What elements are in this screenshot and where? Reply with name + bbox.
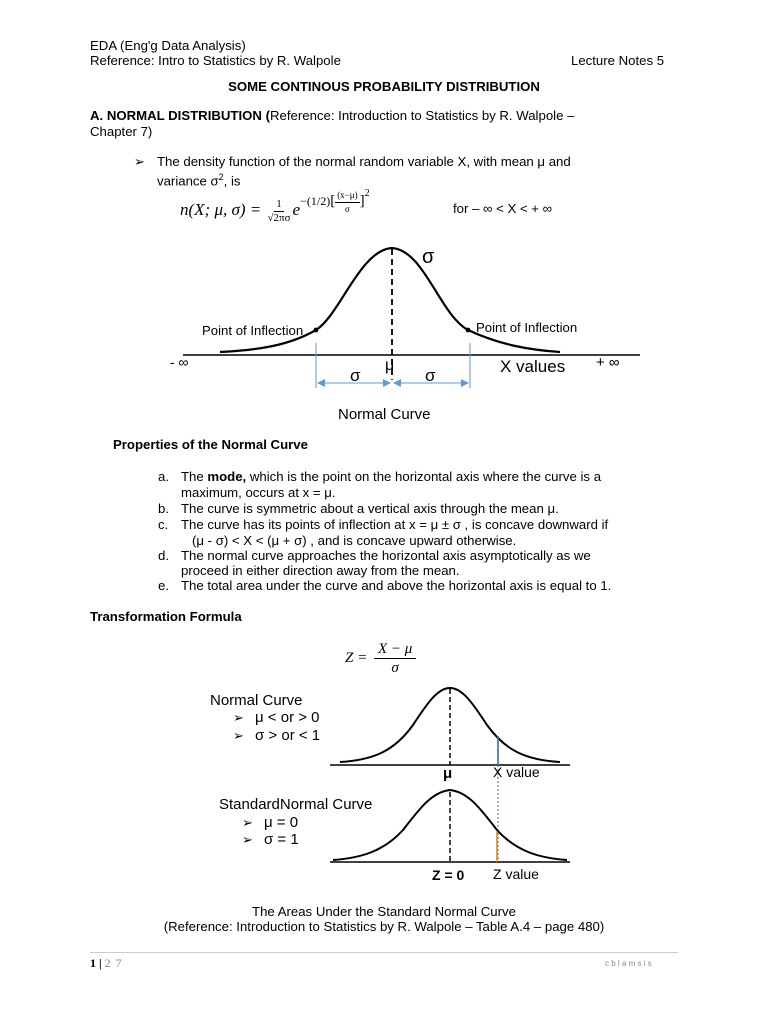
std-bullet-1: μ = 0 — [264, 814, 299, 831]
section-a-heading-bold: A. NORMAL DISTRIBUTION ( — [90, 108, 270, 123]
formula-exp-pre: −(1/2) — [300, 194, 331, 208]
property-d-text: The normal curve approaches the horizontal axis asymptotically as we — [181, 548, 591, 563]
transformation-diagram — [0, 680, 768, 890]
bullet-arrow-icon: ➢ — [134, 154, 146, 169]
header-course: EDA (Eng'g Data Analysis) — [90, 38, 246, 53]
normal-bullet-2-icon: ➢ — [233, 728, 244, 743]
normal-curve-caption: Normal Curve — [338, 406, 431, 423]
property-c-text: The curve has its points of inflection at x = μ ± σ , is concave downward if — [181, 517, 609, 532]
property-a-text — [181, 469, 701, 485]
inflection-point-left — [314, 328, 319, 333]
footer-divider — [90, 952, 678, 953]
section-a-heading-ref: Reference: Introduction to Statistics by R. Walpole – — [269, 108, 575, 123]
normal-bullet-1-icon: ➢ — [233, 710, 244, 725]
formula-exp-den: σ — [344, 203, 350, 214]
formula-e: e — [292, 200, 301, 219]
std-bullet-2-icon: ➢ — [242, 832, 253, 847]
z-formula — [345, 638, 416, 678]
page-title: SOME CONTINOUS PROBABILITY DISTRIBUTION — [228, 79, 540, 94]
normal-curve-title: Normal Curve — [210, 692, 303, 709]
property-a-label: a. — [158, 469, 169, 484]
std-bullet-2: σ = 1 — [264, 831, 299, 848]
formula-range: for – ∞ < X < + ∞ — [453, 201, 553, 216]
property-a-bold: mode, — [207, 469, 247, 484]
formula-exponent: −(1/2)[ (x−μ) σ ]2 — [300, 188, 370, 214]
std-bullet-1-icon: ➢ — [242, 815, 253, 830]
header-lecture: Lecture Notes 5 — [571, 53, 665, 68]
x-values-label: X values — [500, 357, 566, 376]
formula-lhs: n(X; μ, σ) = — [180, 200, 262, 219]
normal-bullet-1: μ < or > 0 — [255, 709, 320, 726]
transformation-heading: Transformation Formula — [90, 609, 242, 624]
header-reference: Reference: Intro to Statistics by R. Walpole — [90, 53, 341, 68]
property-c-l2: (μ - σ) < X < (μ + σ) , and is concave upward otherwise. — [192, 533, 517, 548]
normal-bullet-2: σ > or < 1 — [255, 727, 321, 744]
mu-label: μ — [385, 357, 395, 374]
property-e-text: The total area under the curve and above the horizontal axis is equal to 1. — [181, 578, 612, 593]
z0-label: Z = 0 — [432, 867, 465, 883]
property-d-label: d. — [158, 548, 169, 563]
density-line2-sup: 2 — [218, 172, 224, 182]
property-b-text: The curve is symmetric about a vertical axis through the mean μ. — [181, 501, 559, 516]
formula-frac-den: √2πσ — [267, 211, 291, 224]
property-b-label: b. — [158, 501, 169, 516]
z-formula-lhs: Z = — [345, 650, 368, 666]
areas-caption-line1: The Areas Under the Standard Normal Curve — [252, 904, 516, 919]
formula-frac-num: 1 — [276, 197, 282, 210]
footer-sep: | — [99, 956, 102, 970]
section-a-heading-cont: Chapter 7) — [90, 124, 153, 139]
poi-left-label: Point of Inflection — [202, 323, 304, 338]
density-line2-pre: variance σ — [157, 173, 219, 189]
property-a-l2: maximum, occurs at x = μ. — [181, 485, 336, 500]
formula-exp-pow: 2 — [364, 188, 370, 199]
property-a-pre: The — [181, 469, 208, 484]
footer-page: 1 — [90, 956, 96, 970]
z-value-label: Z value — [493, 866, 539, 882]
property-d-l2: proceed in either direction away from the mean. — [181, 563, 460, 578]
pos-infinity-label: + ∞ — [596, 354, 620, 371]
curve-sigma-label: σ — [422, 246, 435, 268]
areas-caption-line2: (Reference: Introduction to Statistics by R. Walpole – Table A.4 – page 480) — [163, 919, 605, 934]
formula-exp-num: (x−μ) — [335, 189, 359, 203]
footer-page-number — [90, 956, 123, 971]
footer-total: 2 7 — [104, 956, 123, 970]
property-a-l1: which is the point on the horizontal axis where the curve is a — [246, 469, 602, 484]
poi-right-label: Point of Inflection — [476, 320, 578, 335]
std-normal-title: StandardNormal Curve — [219, 796, 373, 813]
normal-curve-diagram — [0, 0, 768, 440]
sigma-left-label: σ — [350, 366, 361, 385]
neg-infinity-label: - ∞ — [170, 354, 189, 370]
density-line2-post: , is — [223, 173, 241, 189]
sigma-right-label: σ — [425, 366, 436, 385]
density-line1: The density function of the normal random variable X, with mean μ and — [157, 154, 571, 169]
z-formula-num: X − μ — [374, 640, 416, 659]
property-c-label: c. — [158, 517, 169, 532]
upper-mu-label: μ — [443, 765, 453, 782]
property-e-label: e. — [158, 578, 169, 593]
inflection-point-right — [466, 328, 471, 333]
z-formula-fraction — [374, 640, 416, 677]
x-value-label: X value — [493, 764, 540, 780]
footer-author: c b l a m s i s — [605, 959, 652, 968]
properties-heading: Properties of the Normal Curve — [113, 437, 308, 452]
z-formula-den: σ — [391, 660, 399, 677]
